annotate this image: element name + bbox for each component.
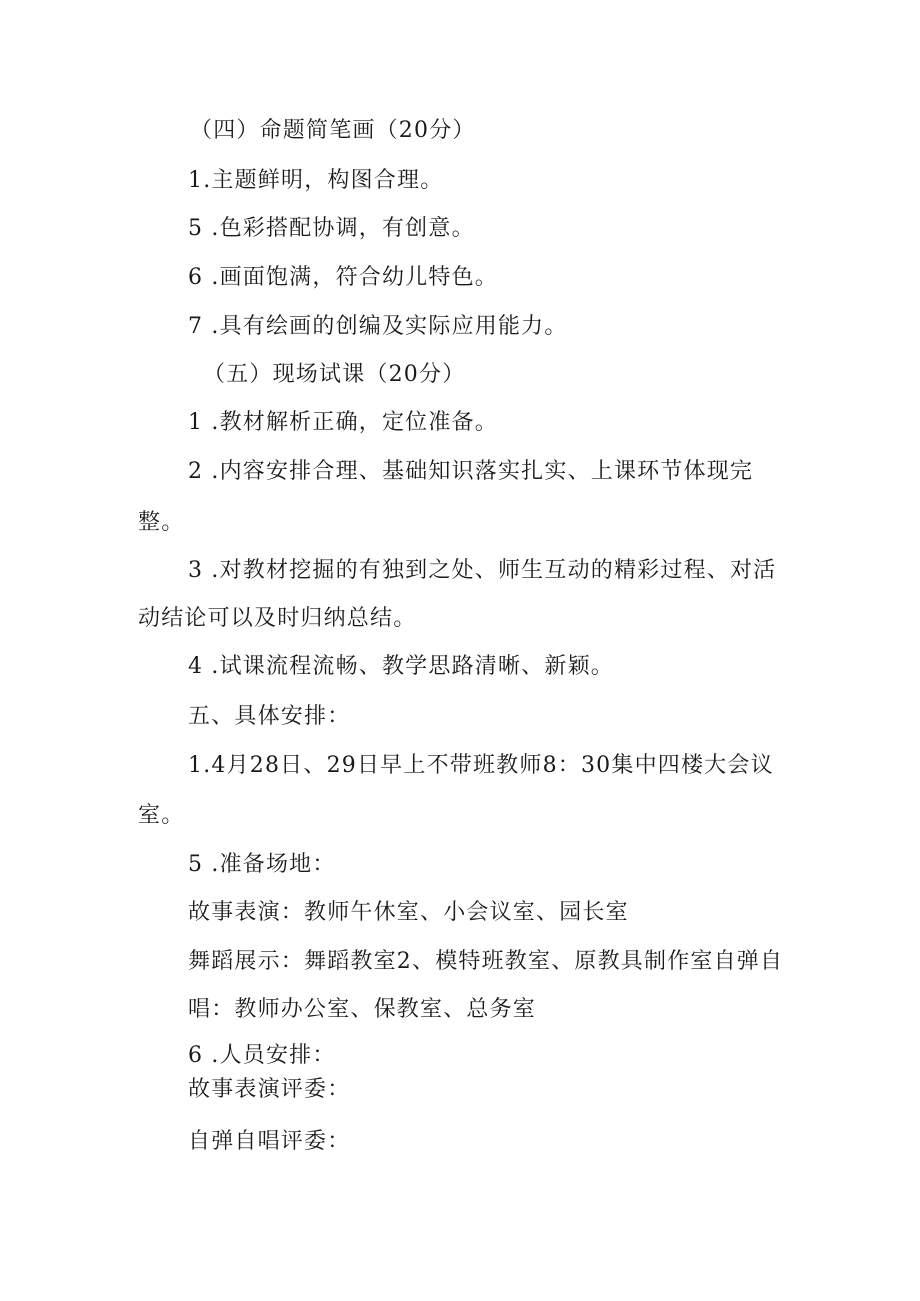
- arrangement-item-1: 1.4月28日、29日早上不带班教师8：30集中四楼大会议: [188, 753, 774, 778]
- section-heading-arrangement: 五、具体安排：: [188, 704, 351, 729]
- drawing-item-5: 5 .色彩搭配协调，有创意。: [188, 216, 475, 241]
- section-heading-trial-lesson: （五）现场试课（20分）: [203, 362, 466, 387]
- arrangement-item-1-continued: 室。: [138, 803, 185, 828]
- singing-judges-label: 自弹自唱评委：: [188, 1129, 351, 1154]
- venue-story-performance: 故事表演：教师午休室、小会议室、园长室: [188, 900, 629, 925]
- venue-singing: 唱：教师办公室、保教室、总务室: [188, 997, 537, 1022]
- drawing-item-6: 6 .画面饱满，符合幼儿特色。: [188, 265, 498, 290]
- drawing-item-7: 7 .具有绘画的创编及实际应用能力。: [188, 314, 568, 339]
- story-judges-label: 故事表演评委：: [188, 1077, 351, 1102]
- trial-item-3: 3 .对教材挖掘的有独到之处、师生互动的精彩过程、对活: [188, 558, 777, 583]
- trial-item-2: 2 .内容安排合理、基础知识落实扎实、上课环节体现完: [188, 459, 754, 484]
- arrangement-item-6: 6 .人员安排：: [188, 1043, 336, 1068]
- trial-item-3-continued: 动结论可以及时归纳总结。: [138, 606, 417, 631]
- drawing-item-1: 1.主题鲜明，构图合理。: [188, 168, 444, 193]
- trial-item-2-continued: 整。: [138, 510, 185, 535]
- trial-item-1: 1 .教材解析正确，定位准备。: [188, 410, 498, 435]
- arrangement-item-5: 5 .准备场地：: [188, 852, 336, 877]
- venue-dance-display: 舞蹈展示：舞蹈教室2、模特班教室、原教具制作室自弹自: [188, 949, 784, 974]
- section-heading-drawing: （四）命题简笔画（20分）: [190, 118, 476, 143]
- trial-item-4: 4 .试课流程流畅、教学思路清晰、新颖。: [188, 654, 614, 679]
